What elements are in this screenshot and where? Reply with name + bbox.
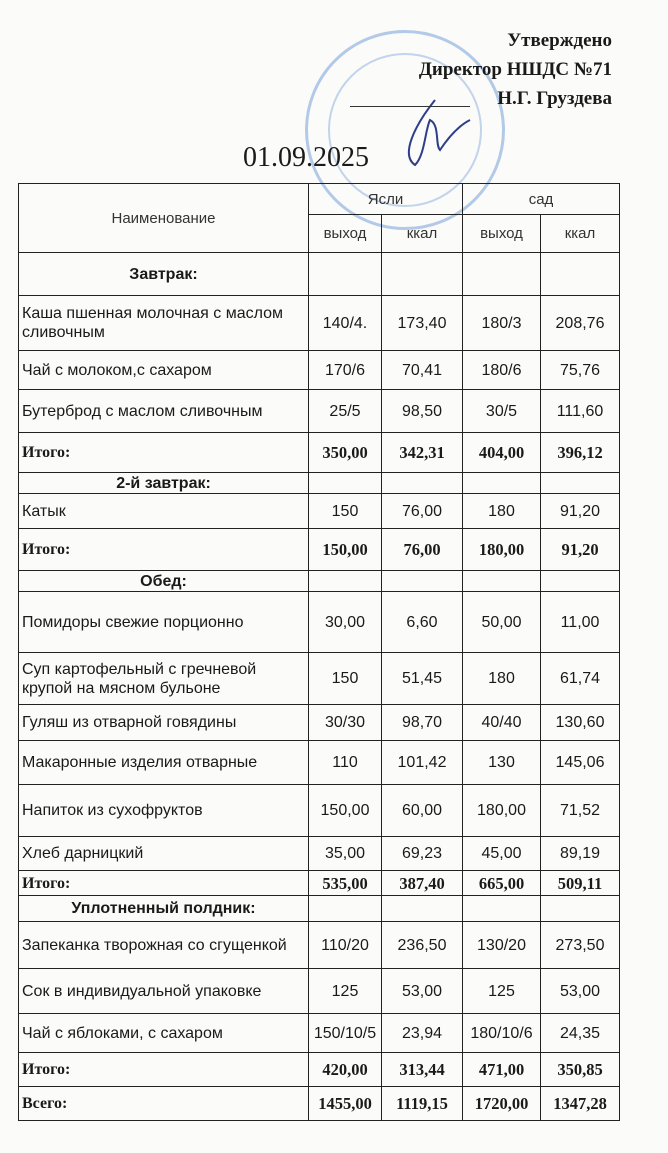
nursery-output: 150: [309, 653, 382, 705]
nursery-kcal: [382, 253, 463, 296]
kindergarten-output: 180/10/6: [463, 1014, 541, 1053]
nursery-kcal: 53,00: [382, 969, 463, 1014]
dish-name: Макаронные изделия отварные: [19, 741, 309, 785]
kindergarten-kcal: 61,74: [541, 653, 620, 705]
kindergarten-kcal: [541, 896, 620, 922]
nursery-output: 25/5: [309, 390, 382, 433]
total-row: [19, 1053, 620, 1087]
table-row: [19, 837, 620, 871]
kindergarten-kcal: 1347,28: [541, 1087, 620, 1121]
nursery-kcal: 51,45: [382, 653, 463, 705]
nursery-output: 150: [309, 494, 382, 529]
kindergarten-kcal: 91,20: [541, 529, 620, 571]
nursery-output: [309, 473, 382, 494]
kindergarten-output: 471,00: [463, 1053, 541, 1087]
kindergarten-output: 180,00: [463, 529, 541, 571]
section-row: [19, 896, 620, 922]
nursery-output: 150,00: [309, 529, 382, 571]
header-output: выход: [463, 215, 541, 253]
kindergarten-output: 180/3: [463, 296, 541, 351]
kindergarten-kcal: 71,52: [541, 785, 620, 837]
nursery-kcal: 76,00: [382, 529, 463, 571]
kindergarten-output: 665,00: [463, 871, 541, 896]
nursery-output: [309, 253, 382, 296]
nursery-kcal: 98,70: [382, 705, 463, 741]
kindergarten-output: 404,00: [463, 433, 541, 473]
kindergarten-output: [463, 896, 541, 922]
kindergarten-kcal: 75,76: [541, 351, 620, 390]
table-row: [19, 969, 620, 1014]
kindergarten-output: 130/20: [463, 922, 541, 969]
dish-name: Бутерброд с маслом сливочным: [19, 390, 309, 433]
kindergarten-kcal: 145,06: [541, 741, 620, 785]
dish-name: Напиток из сухофруктов: [19, 785, 309, 837]
nursery-output: 150,00: [309, 785, 382, 837]
kindergarten-kcal: 91,20: [541, 494, 620, 529]
nursery-kcal: 76,00: [382, 494, 463, 529]
menu-date: 01.09.2025: [243, 142, 369, 173]
kindergarten-output: 45,00: [463, 837, 541, 871]
table-row: [19, 785, 620, 837]
kindergarten-output: 180: [463, 653, 541, 705]
dish-name: Сок в индивидуальной упаковке: [19, 969, 309, 1014]
dish-name: Запеканка творожная со сгущенкой: [19, 922, 309, 969]
kindergarten-output: [463, 473, 541, 494]
kindergarten-kcal: 273,50: [541, 922, 620, 969]
dish-name: Итого:: [19, 1053, 309, 1087]
nursery-output: 140/4.: [309, 296, 382, 351]
nursery-output: 420,00: [309, 1053, 382, 1087]
table-row: [19, 741, 620, 785]
header-kcal: ккал: [541, 215, 620, 253]
kindergarten-kcal: 396,12: [541, 433, 620, 473]
table-row: [19, 922, 620, 969]
total-row: [19, 1087, 620, 1121]
nursery-kcal: [382, 896, 463, 922]
section-title: Уплотненный полдник:: [19, 896, 309, 922]
header-kindergarten: сад: [463, 184, 620, 215]
nursery-kcal: 70,41: [382, 351, 463, 390]
kindergarten-kcal: [541, 473, 620, 494]
nursery-kcal: 69,23: [382, 837, 463, 871]
signature-line: [350, 106, 470, 107]
table-row: [19, 653, 620, 705]
nursery-output: [309, 571, 382, 592]
nursery-output: 30,00: [309, 592, 382, 653]
approval-signer: Н.Г. Груздева: [497, 88, 612, 109]
dish-name: Чай с молоком,с сахаром: [19, 351, 309, 390]
nursery-output: 30/30: [309, 705, 382, 741]
nursery-output: 35,00: [309, 837, 382, 871]
nursery-output: 125: [309, 969, 382, 1014]
kindergarten-output: 125: [463, 969, 541, 1014]
header-output: выход: [309, 215, 382, 253]
approval-line: Утверждено: [507, 30, 612, 51]
kindergarten-kcal: 130,60: [541, 705, 620, 741]
table-row: [19, 705, 620, 741]
nursery-kcal: 387,40: [382, 871, 463, 896]
kindergarten-kcal: 208,76: [541, 296, 620, 351]
kindergarten-kcal: [541, 571, 620, 592]
nursery-output: [309, 896, 382, 922]
kindergarten-output: 1720,00: [463, 1087, 541, 1121]
header-kcal: ккал: [382, 215, 463, 253]
kindergarten-kcal: 350,85: [541, 1053, 620, 1087]
kindergarten-output: 130: [463, 741, 541, 785]
kindergarten-output: [463, 571, 541, 592]
header-name: Наименование: [19, 184, 309, 253]
nursery-output: 170/6: [309, 351, 382, 390]
dish-name: Всего:: [19, 1087, 309, 1121]
header-nursery: Ясли: [309, 184, 463, 215]
dish-name: Итого:: [19, 529, 309, 571]
section-title: Завтрак:: [19, 253, 309, 296]
nursery-output: 110/20: [309, 922, 382, 969]
table-row: [19, 351, 620, 390]
nursery-kcal: 98,50: [382, 390, 463, 433]
dish-name: Суп картофельный с гречневой крупой на мясном бульоне: [19, 653, 309, 705]
section-title: 2-й завтрак:: [19, 473, 309, 494]
kindergarten-kcal: [541, 253, 620, 296]
table-row: [19, 296, 620, 351]
total-row: [19, 871, 620, 896]
kindergarten-output: 180: [463, 494, 541, 529]
dish-name: Гуляш из отварной говядины: [19, 705, 309, 741]
nursery-output: 110: [309, 741, 382, 785]
kindergarten-kcal: 53,00: [541, 969, 620, 1014]
nursery-kcal: [382, 571, 463, 592]
approval-director: Директор НШДС №71: [418, 59, 612, 80]
total-row: [19, 433, 620, 473]
kindergarten-kcal: 111,60: [541, 390, 620, 433]
kindergarten-kcal: 24,35: [541, 1014, 620, 1053]
nursery-output: 535,00: [309, 871, 382, 896]
nursery-kcal: 173,40: [382, 296, 463, 351]
dish-name: Чай с яблоками, с сахаром: [19, 1014, 309, 1053]
kindergarten-kcal: 89,19: [541, 837, 620, 871]
nursery-kcal: 23,94: [382, 1014, 463, 1053]
section-row: [19, 473, 620, 494]
dish-name: Хлеб дарницкий: [19, 837, 309, 871]
dish-name: Катык: [19, 494, 309, 529]
table-row: [19, 494, 620, 529]
table-row: [19, 592, 620, 653]
nursery-output: 1455,00: [309, 1087, 382, 1121]
nursery-kcal: 101,42: [382, 741, 463, 785]
dish-name: Итого:: [19, 871, 309, 896]
kindergarten-kcal: 509,11: [541, 871, 620, 896]
table-row: [19, 390, 620, 433]
kindergarten-output: 30/5: [463, 390, 541, 433]
nursery-kcal: 313,44: [382, 1053, 463, 1087]
nursery-kcal: 6,60: [382, 592, 463, 653]
total-row: [19, 529, 620, 571]
nursery-kcal: 342,31: [382, 433, 463, 473]
table-row: [19, 1014, 620, 1053]
dish-name: Итого:: [19, 433, 309, 473]
section-row: [19, 253, 620, 296]
kindergarten-output: 180,00: [463, 785, 541, 837]
nursery-output: 350,00: [309, 433, 382, 473]
menu-table: [18, 183, 620, 1121]
nursery-kcal: 236,50: [382, 922, 463, 969]
dish-name: Каша пшенная молочная с маслом сливочным: [19, 296, 309, 351]
kindergarten-output: 50,00: [463, 592, 541, 653]
dish-name: Помидоры свежие порционно: [19, 592, 309, 653]
nursery-kcal: [382, 473, 463, 494]
kindergarten-output: 40/40: [463, 705, 541, 741]
nursery-kcal: 1119,15: [382, 1087, 463, 1121]
nursery-output: 150/10/5: [309, 1014, 382, 1053]
kindergarten-kcal: 11,00: [541, 592, 620, 653]
section-title: Обед:: [19, 571, 309, 592]
kindergarten-output: 180/6: [463, 351, 541, 390]
nursery-kcal: 60,00: [382, 785, 463, 837]
kindergarten-output: [463, 253, 541, 296]
section-row: [19, 571, 620, 592]
